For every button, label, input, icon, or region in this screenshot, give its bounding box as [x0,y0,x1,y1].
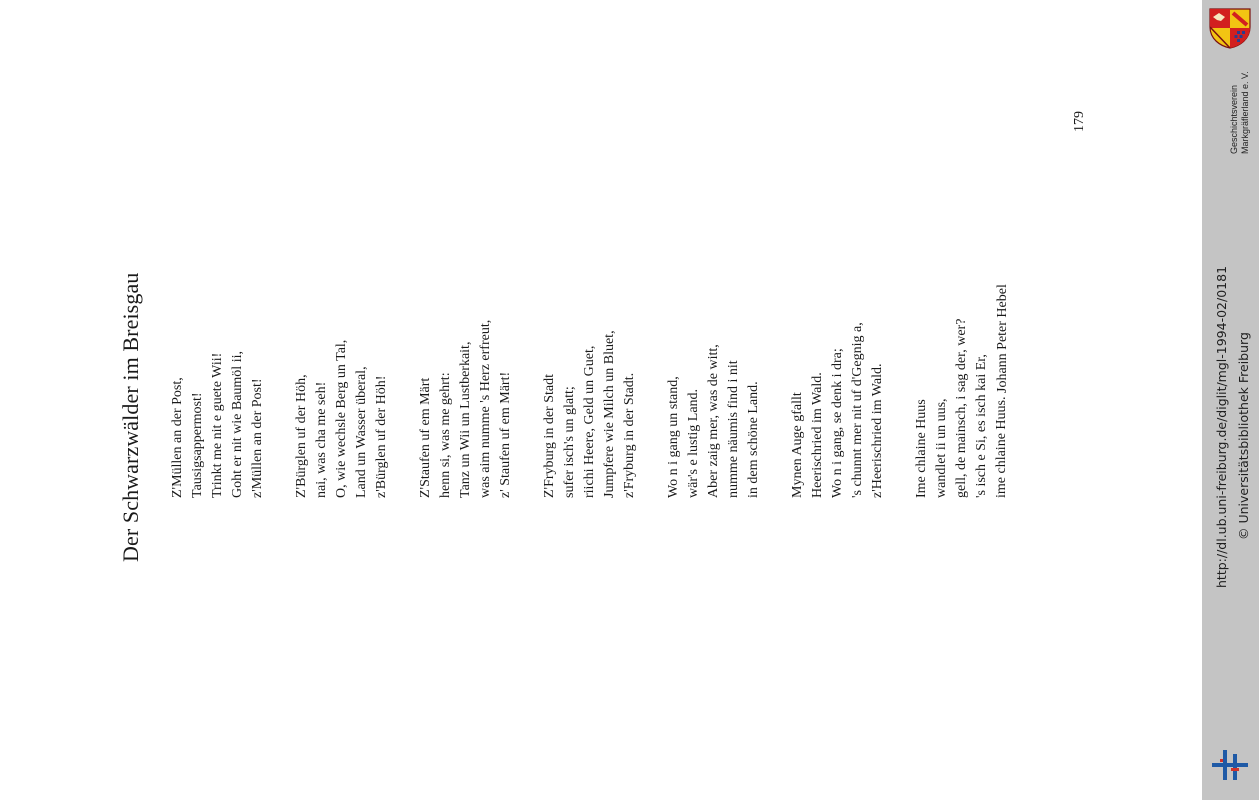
verse-line: z' Staufen uf em Märt! [498,371,513,498]
stanza [416,138,516,498]
verse-line: Ime chlaine Huus [914,399,929,498]
verse-line: wandlet ii un uus, [934,398,949,498]
poem-body [168,138,1036,498]
verse-line: z'Fryburg in der Stadt. [622,372,637,498]
verse-line: Tanz un Wii un Lustberkait, [458,341,473,498]
verse-line: Goht er nit wie Baumöl ii, [230,351,245,498]
verse-line: nai, was cha me seh! [314,381,329,498]
verse-line: 's chunnt mer nit uf d'Gegnig a, [850,322,865,498]
verse-line: Aber zaig mer, was de witt, [706,344,721,498]
stanza [664,138,764,498]
society-name-line: Markgräflerland e. V. [1240,71,1250,154]
verse-line: Z'Bürglen uf der Höh, [294,374,309,498]
society-name-line: Geschichtsverein [1229,84,1239,154]
stanza [168,138,268,498]
source-url-link[interactable]: http://dl.ub.uni-freiburg.de/diglit/mgl-1994-02/0181 [1214,265,1229,588]
verse-line: Z'Staufen uf em Märt [418,377,433,498]
verse-line: in dem schöne Land. [746,381,761,498]
verse-line: wär's e lustig Land. [686,388,701,498]
library-footer [1202,0,1259,800]
stanza [540,138,640,498]
verse-line: riichi Heere, Geld un Guet, [582,345,597,498]
verse-line: gell, de mainsch, i sag der, wer? [954,318,969,498]
verse-line: Heerischried im Wald. [810,372,825,498]
footer-text-block [1202,0,1259,800]
verse-line: ime chlaine Huus. [994,396,1009,498]
verse-line: O, wie wechsle Berg un Tal, [334,339,349,498]
verse-line: Wo n i gang un stand, [666,376,681,498]
verse-line: Wo n i gang, se denk i dra; [830,348,845,498]
author-name: Johann Peter Hebel [995,284,1010,393]
verse-line: z'Bürglen uf der Höh! [374,375,389,498]
verse-line: z'Müllen an der Post! [250,378,265,498]
coat-of-arms-icon [1207,7,1253,49]
verse-line: Z'Müllen an der Post, [170,377,185,498]
society-name [1229,71,1251,154]
verse-line: was aim numme 's Herz erfreut, [478,319,493,498]
verse-line: z'Heerischried im Wald. [870,363,885,498]
verse-line: Jumpfere wie Milch un Bluet, [602,330,617,498]
verse-line: sufer isch's un glatt; [562,386,577,498]
verse-line: Trinkt me nit e guete Wii! [210,352,225,498]
verse-line: Tausigsappermost! [190,392,205,498]
copyright-notice: © Universitätsbibliothek Freiburg [1236,332,1251,540]
verse-line: Z'Fryburg in der Stadt [542,374,557,498]
page-number: 179 [1072,111,1087,132]
verse-line: numme näumis find i nit [726,360,741,498]
verse-line: Mynen Auge gfallt [790,392,805,498]
verse-line: 's isch e Si, es isch kai Er, [974,354,989,498]
stanza [292,138,392,498]
ub-freiburg-logo-icon [1210,748,1250,782]
verse-line: Land un Wasser überal, [354,366,369,498]
stanza [788,138,888,498]
verse-line: henn si, was me gehrt: [438,372,453,498]
poem-title: Der Schwarzwälder im Breisgau [118,272,143,562]
